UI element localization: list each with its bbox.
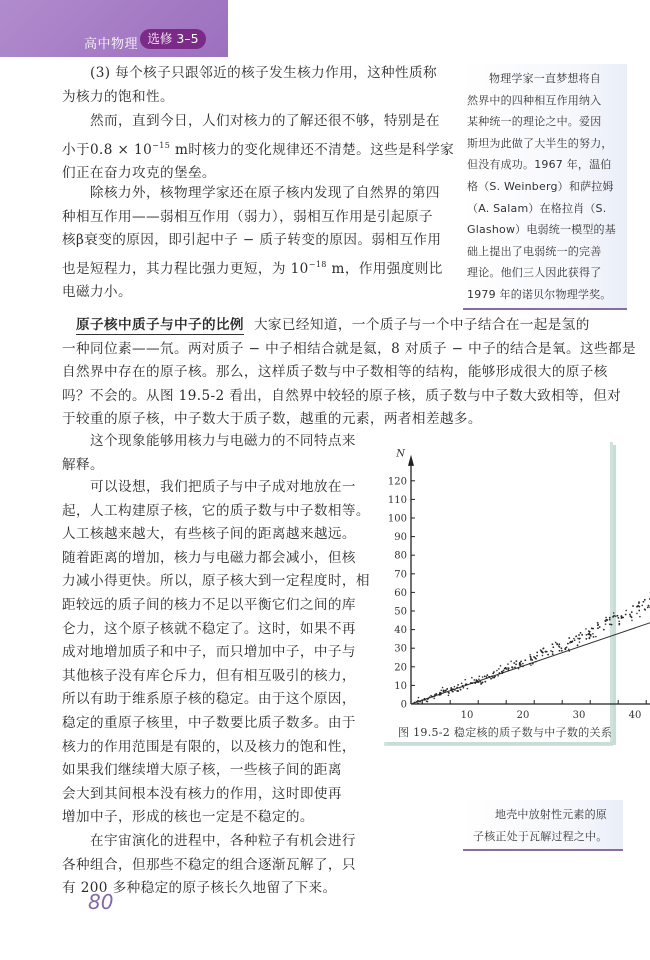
text-line: 们正在奋力攻克的堡垒。 <box>62 165 216 182</box>
svg-text:120: 120 <box>387 476 407 488</box>
svg-text:0: 0 <box>400 699 407 711</box>
paragraph-weak-force <box>62 182 442 305</box>
text-line: 会大到其间根本没有核力的作用，这时即使再 <box>62 785 342 802</box>
text-line: 仑力，这个原子核就不稳定了。这时，如果不再 <box>62 620 356 637</box>
note-line: 但没有成功。1967 年，温伯 <box>467 158 612 172</box>
text-line: 原子核中质子与中子的比例 大家已经知道，一个质子与一个中子结合在一起是氢的 <box>76 317 590 333</box>
text-line: 成对地增加质子和中子，而只增加中子，中子与 <box>62 644 356 661</box>
text-line: 也是短程力，其力程比强力更短，为 $10^{-18}$ m，作用强度则比 <box>62 259 443 277</box>
svg-text:30: 30 <box>572 710 586 721</box>
svg-text:20: 20 <box>516 710 530 721</box>
svg-text:80: 80 <box>394 550 407 562</box>
note-line: 格（S. Weinberg）和萨拉姆 <box>467 179 614 193</box>
svg-text:10: 10 <box>394 680 407 692</box>
page-number: 80 <box>88 890 114 914</box>
text-line: 其他核子没有库仑斥力，但有相互吸引的核力， <box>62 667 356 684</box>
stable-nuclei-chart <box>384 442 642 722</box>
svg-text:10: 10 <box>460 710 474 721</box>
header-banner <box>0 0 228 57</box>
note-line: Glashow）电弱统一模型的基 <box>467 223 616 237</box>
note-line: 1979 年的诺贝尔物理学奖。 <box>467 287 612 301</box>
note-line: 某种统一的理论之中。爱因 <box>467 115 602 129</box>
svg-text:90: 90 <box>394 532 407 544</box>
paragraph-explanation <box>62 430 372 477</box>
note-line: 地壳中放射性元素的原 <box>495 808 607 821</box>
svg-text:20: 20 <box>394 662 407 674</box>
sidebar-note-radioactive <box>463 800 623 851</box>
svg-text:40: 40 <box>628 710 642 721</box>
text-line: 种相互作用——弱相互作用（弱力），弱相互作用是引起原子 <box>62 208 434 225</box>
sidebar-note-unification <box>463 64 627 310</box>
svg-text:110: 110 <box>387 494 407 506</box>
note-line: 理论。他们三人因此获得了 <box>467 266 602 280</box>
paragraph-thought-experiment <box>62 476 372 830</box>
book-title: 高中物理 <box>84 37 139 52</box>
text-line: 可以设想，我们把质子与中子成对地放在一 <box>90 479 356 495</box>
svg-text:100: 100 <box>387 513 407 525</box>
text-line: 电磁力小。 <box>62 284 132 301</box>
text-line: 为核力的饱和性。 <box>62 88 174 105</box>
text-line: 距较远的质子间的核力不足以平衡它们之间的库 <box>62 596 356 613</box>
text-line: 除核力外，核物理学家还在原子核内发现了自然界的第四 <box>90 185 440 201</box>
text-line: 力减小得更快。所以，原子核大到一定程度时，相 <box>62 573 370 590</box>
note-line: （A. Salam）在格拉肖（S. <box>467 201 607 215</box>
note-line: 斯坦为此做了大半生的努力， <box>467 136 613 150</box>
svg-text:N: N <box>396 448 405 460</box>
text-line: 解释。 <box>62 456 104 473</box>
text-line: 有 200 多种稳定的原子核长久地留了下来。 <box>62 880 337 897</box>
text-line: 随着距离的增加，核力与电磁力都会减小，但核 <box>62 549 356 566</box>
note-line: 础上提出了电弱统一的完善 <box>467 244 602 258</box>
section-heading: 原子核中质子与中子的比例 <box>76 317 244 333</box>
text-line: 起，人工构建原子核，它的质子数与中子数相等。 <box>62 502 370 519</box>
text-line: 然而，直到今日，人们对核力的了解还很不够，特别是在 <box>90 113 440 129</box>
text-line: 核力的作用范围是有限的，以及核力的饱和性， <box>62 738 356 755</box>
text-line: 如果我们继续增大原子核，一些核子间的距离 <box>62 762 342 779</box>
svg-text:60: 60 <box>394 587 407 599</box>
svg-text:30: 30 <box>394 643 407 655</box>
note-line: 物理学家一直梦想将自 <box>489 72 601 85</box>
text-line: 所以有助于维系原子核的稳定。由于这个原因， <box>62 691 356 708</box>
text-line: 核β衰变的原因，即引起中子 − 质子转变的原因。弱相互作用 <box>62 232 442 249</box>
text-line: 在宇宙演化的进程中，各种粒子有机会进行 <box>90 833 356 849</box>
text-line: 稳定的重原子核里，中子数要比质子数多。由于 <box>62 714 356 731</box>
svg-text:40: 40 <box>394 625 407 637</box>
text-line: 小于$0.8 \times 10^{-15}$ m时核力的变化规律还不清楚。这些是科学家 <box>62 140 455 158</box>
text-line: 于较重的原子核，中子数大于质子数，越重的元素，两者相差越多。 <box>62 411 482 428</box>
paragraph-saturation <box>62 62 440 109</box>
paragraph-knowledge <box>62 110 455 186</box>
volume-badge: 选修 3–5 <box>140 29 206 49</box>
note-line: 然界中的四种相互作用纳入 <box>467 93 602 107</box>
text-line: 一种同位素——氘。两对质子 − 中子相结合就是氦，8 对质子 − 中子的结合是氧。这些都是 <box>62 340 636 357</box>
text-line: 自然界中存在的原子核。那么，这样质子数与中子数相等的结构，能够形成很大的原子核 <box>62 364 608 381</box>
svg-text:50: 50 <box>394 606 407 618</box>
text-line: (3) 每个核子只跟邻近的核子发生核力作用，这种性质称 <box>90 65 438 81</box>
text-line: 人工核越来越大，有些核子间的距离越来越远。 <box>62 526 356 543</box>
note-line: 子核正处于瓦解过程之中。 <box>473 829 608 843</box>
text-line: 这个现象能够用核力与电磁力的不同特点来 <box>90 433 356 449</box>
text-line: 增加中子，形成的核也一定是不稳定的。 <box>62 809 314 826</box>
figure-caption: 图 19.5-2 稳定核的质子数与中子数的关系 <box>398 726 613 739</box>
text-line: 吗？不会的。从图 19.5-2 看出，自然界中较轻的原子核，质子数与中子数大致相等，但对 <box>62 387 622 404</box>
section-proton-neutron-ratio <box>62 314 636 432</box>
svg-text:70: 70 <box>394 569 407 581</box>
text-line: 各种组合，但那些不稳定的组合逐渐瓦解了，只 <box>62 856 356 873</box>
